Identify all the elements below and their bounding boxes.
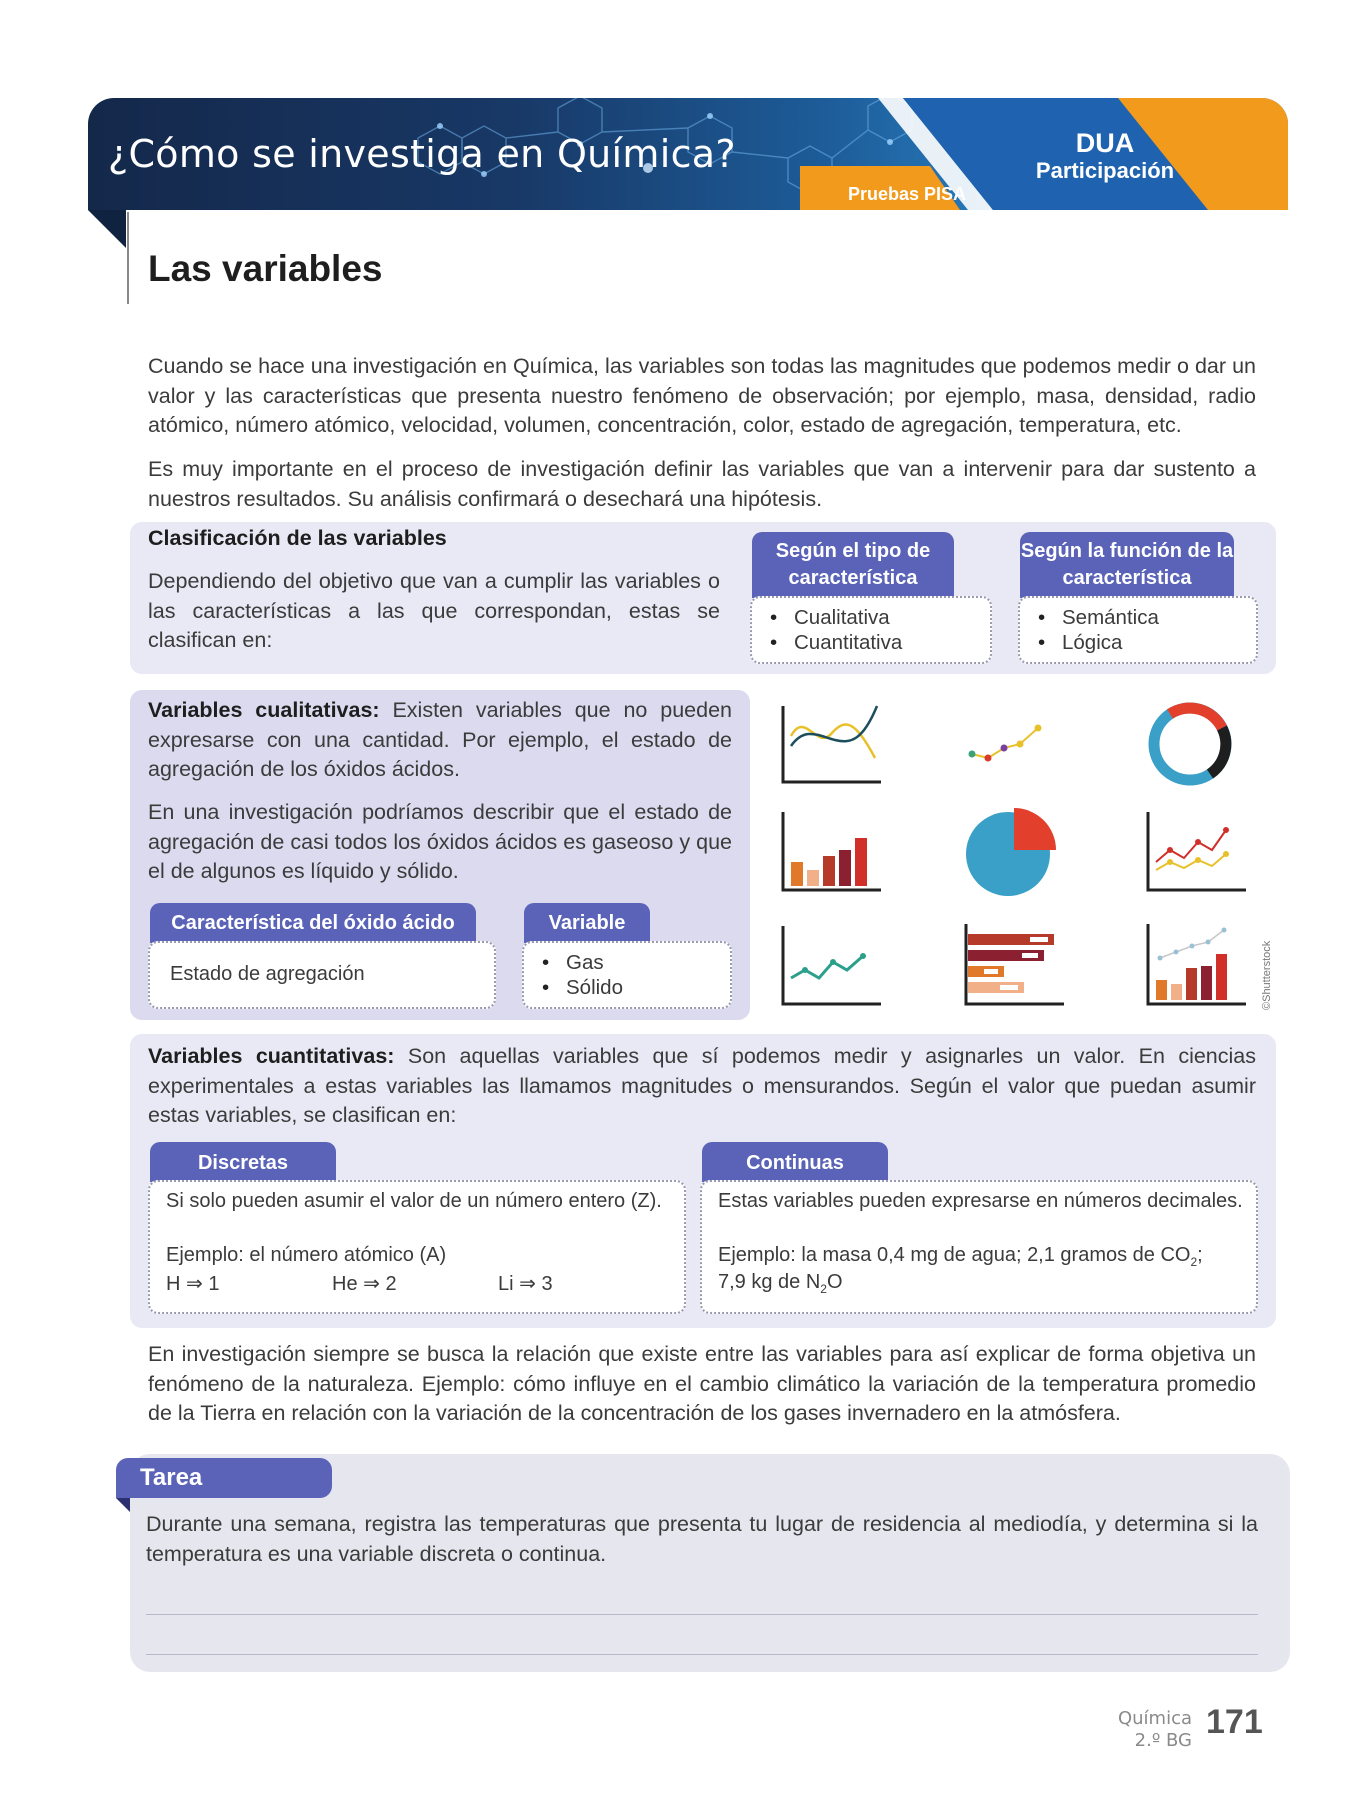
- continuous-example-a: Ejemplo: la masa 0,4 mg de agua; 2,1 gramos de $CO_2$;: [718, 1244, 1203, 1269]
- continuous-description: Estas variables pueden expresarse en números decimales.: [718, 1190, 1243, 1212]
- task-label-fold: [116, 1498, 130, 1512]
- list-item: • Lógica: [1020, 630, 1256, 655]
- classification-title: Clasificación de las variables: [148, 526, 447, 550]
- section-marker: [127, 212, 129, 304]
- relation-paragraph: En investigación siempre se busca la relación que existe entre las variables para así explicar de forma objetiva un fenómeno de la naturaleza. Ejemplo: cómo influye en el cambio climático la variación de la temperatura promedio de la Tierra en relación con la variación de la concentración de los gases invernadero en la atmósfera.: [148, 1342, 1256, 1425]
- example-pair-li: Li ⇒ 3: [498, 1273, 553, 1295]
- footer-grade: 2.º BG: [1134, 1730, 1192, 1751]
- task-label: Tarea: [116, 1458, 332, 1498]
- by-type-list: [752, 605, 990, 655]
- variable-list: [524, 950, 730, 1000]
- quantitative-label: Variables cuantitativas:: [148, 1044, 395, 1068]
- by-function-header: Según la función de la característica: [1020, 532, 1234, 598]
- dua-badge: DUA: [1075, 128, 1135, 158]
- answer-line[interactable]: [146, 1614, 1258, 1615]
- footer-subject: Química: [1117, 1708, 1192, 1729]
- intro-paragraph-1: Cuando se hace una investigación en Química, las variables son todas las magnitudes que podemos medir o dar un valor y las características que presenta nuestro fenómeno de observación; por ejemplo, masa, densidad, radio atómico, número atómico, velocidad, volumen, concentración, color, estado de agregación, temperatura, etc.: [148, 354, 1256, 437]
- dua-subtitle: Participación: [1035, 158, 1175, 183]
- answer-line[interactable]: [146, 1654, 1258, 1655]
- list-item: • Cuantitativa: [752, 630, 990, 655]
- banner-fold-corner: [88, 210, 126, 248]
- pisa-badge: Pruebas PISA: [848, 184, 967, 204]
- qualitative-paragraph: [148, 696, 732, 785]
- donut-chart-icon: [1140, 698, 1250, 788]
- trend-line-chart-icon: [775, 922, 885, 1012]
- discrete-description: Si solo pueden asumir el valor de un número entero (Z).: [166, 1190, 662, 1212]
- continuous-example-b: 7,9 kg de $N_2O$: [718, 1271, 843, 1296]
- list-item: • Sólido: [524, 975, 730, 1000]
- variable-box: [522, 941, 732, 1009]
- by-type-header: Según el tipo de característica: [752, 532, 954, 598]
- line-chart-icon: [775, 700, 885, 790]
- pie-chart-icon: [958, 808, 1068, 898]
- qualitative-paragraph-2: En una investigación podríamos describir que el estado de agregación de casi todos los óxidos ácidos es gaseoso y que el de algunos es líquido y sólido.: [148, 800, 732, 883]
- image-credit: ©Shutterstock: [1261, 940, 1273, 1010]
- example-pair-h: H ⇒ 1: [166, 1273, 220, 1295]
- list-item: • Cualitativa: [752, 605, 990, 630]
- dot-line-chart-icon: [958, 700, 1068, 790]
- discrete-example: Ejemplo: el número atómico (A): [166, 1244, 447, 1266]
- by-function-box: [1018, 596, 1258, 664]
- multi-line-chart-icon: [1140, 808, 1250, 898]
- page-number: 171: [1206, 1703, 1263, 1741]
- bar-line-combo-chart-icon: [1140, 922, 1250, 1012]
- intro-paragraph-2: Es muy importante en el proceso de investigación definir las variables que van a intervenir para dar sustento a nuestros resultados. Su análisis confirmará o desechará una hipótesis.: [148, 457, 1256, 511]
- feature-box: [148, 941, 496, 1009]
- chapter-title: ¿Cómo se investiga en Química?: [108, 132, 736, 176]
- continuous-box: [700, 1180, 1258, 1314]
- by-function-list: [1020, 605, 1256, 655]
- example-pair-he: He ⇒ 2: [332, 1273, 397, 1295]
- quantitative-paragraph: [148, 1042, 1256, 1131]
- feature-value: Estado de agregación: [170, 963, 365, 985]
- task-text: Durante una semana, registra las temperaturas que presenta tu lugar de residencia al mediodía, y determina si la temperatura es una variable discreta o continua.: [146, 1512, 1258, 1566]
- quantitative-text: Son aquellas variables que sí podemos medir y asignarles un valor. En ciencias experimentales a estas variables las llamamos magnitudes o mensurandos. Según el valor que puedan asumir estas variables, se clasifican en:: [148, 1044, 1256, 1127]
- feature-header: Característica del óxido ácido: [150, 903, 476, 943]
- by-type-box: [750, 596, 992, 664]
- section-title: Las variables: [148, 248, 383, 289]
- discrete-box: [148, 1180, 686, 1314]
- list-item: • Gas: [524, 950, 730, 975]
- horizontal-bar-chart-icon: [958, 922, 1068, 1012]
- bar-chart-icon: [775, 808, 885, 898]
- variable-header: Variable: [524, 903, 650, 943]
- qualitative-label: Variables cualitativas:: [148, 698, 380, 722]
- list-item: • Semántica: [1020, 605, 1256, 630]
- classification-text: Dependiendo del objetivo que van a cumplir las variables o las características a las que correspondan, estas se clasifican en:: [148, 569, 720, 652]
- qualitative-text: Existen variables que no pueden expresarse con una cantidad. Por ejemplo, el estado de agregación de los óxidos ácidos.: [148, 698, 732, 781]
- discrete-header: Discretas: [150, 1142, 336, 1182]
- continuous-header: Continuas: [702, 1142, 888, 1182]
